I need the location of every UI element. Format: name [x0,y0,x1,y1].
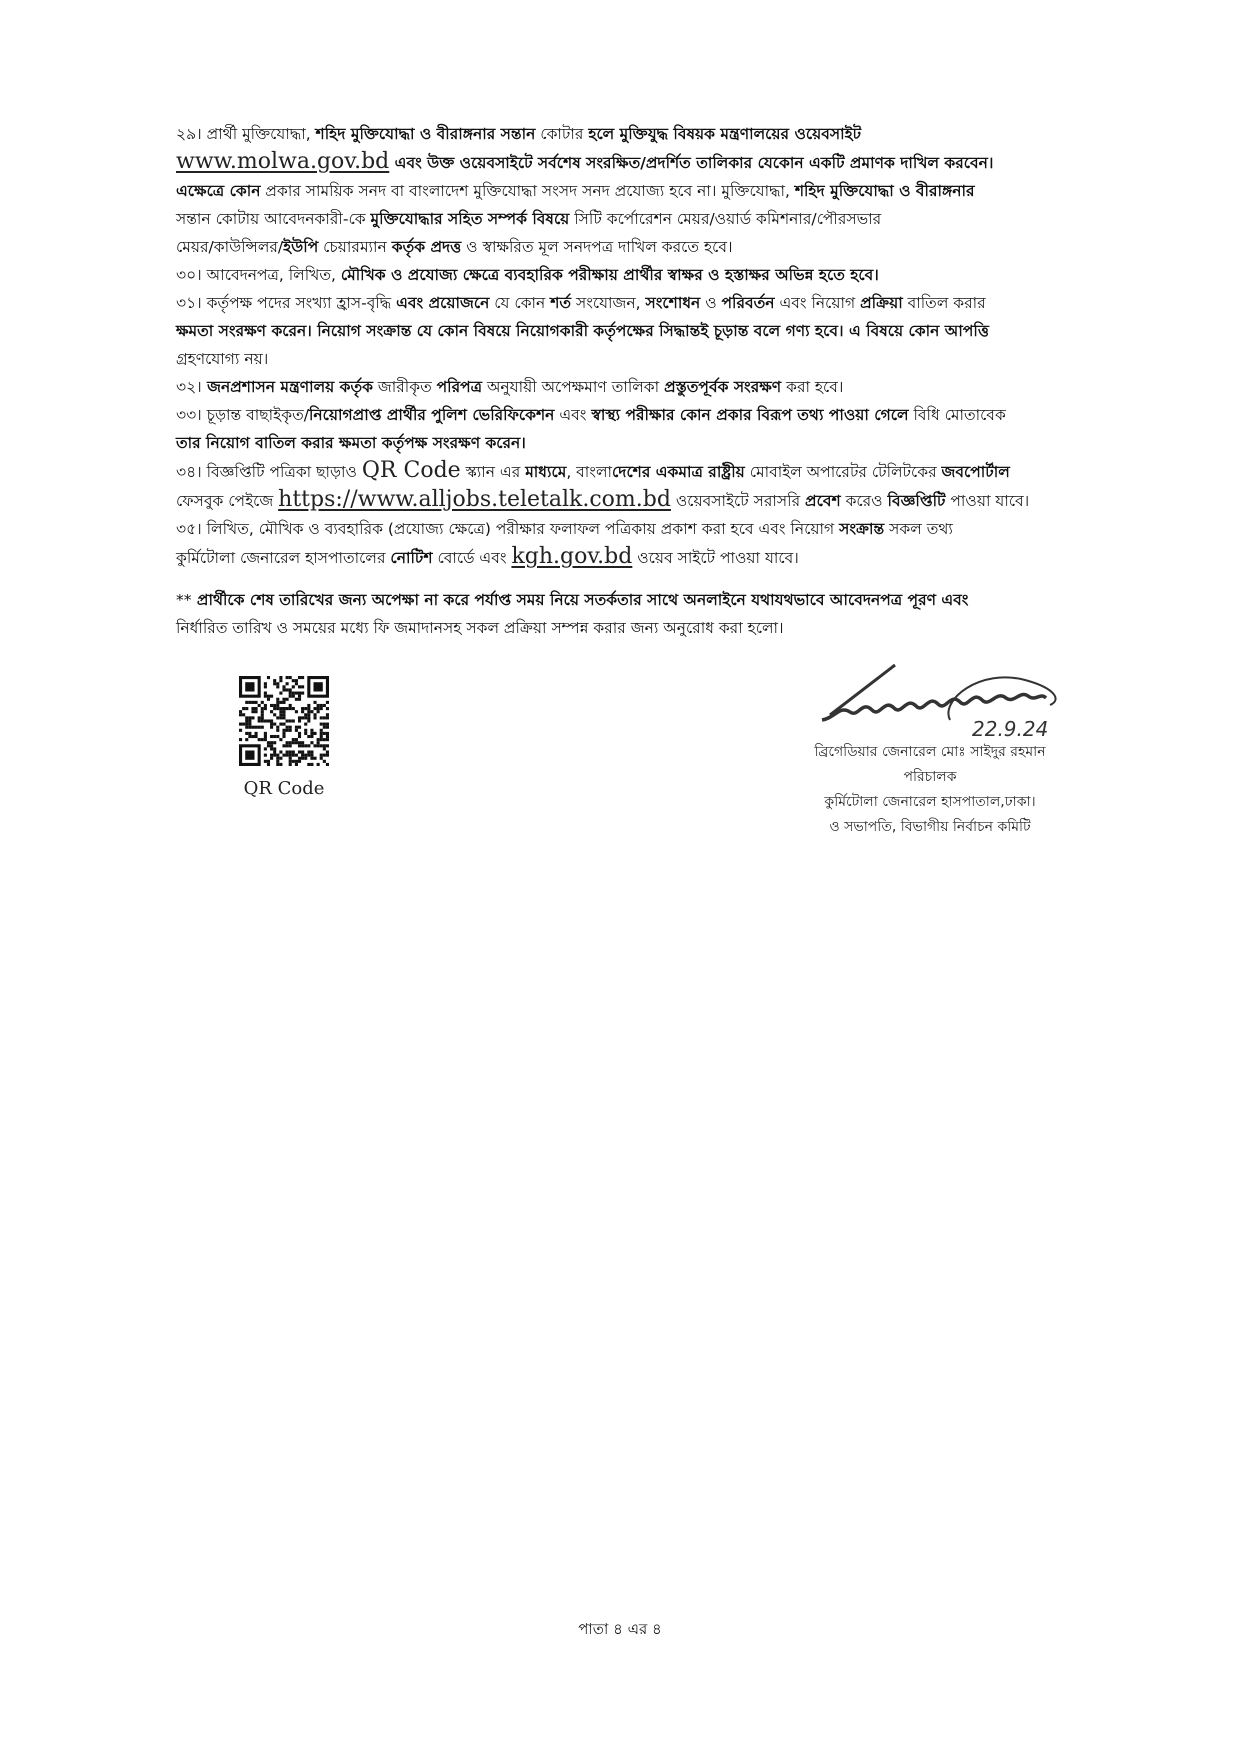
clause-text: এবং নিয়োগ [774,294,861,312]
clause-text: সিটি কর্পোরেশন মেয়র/ওয়ার্ড কমিশনার/পৌরসভার [569,210,882,228]
signatory-office: কুর্মিটোলা জেনারেল হাসপাতাল,ঢাকা। [824,794,1036,810]
clause-number: ৩৩। [176,406,202,424]
clause-text: প্রকার সাময়িক সনদ বা বাংলাদেশ মুক্তিযোদ্ধা সংসদ সনদ প্রযোজ্য হবে না। মুক্তিযোদ্ধা, [260,182,795,200]
bold-text: শহিদ মুক্তিযোদ্ধা ও বীরাঙ্গনার সন্তান [315,125,536,143]
qr-code-label: QR Code [243,778,325,799]
applicant-note [176,586,1096,642]
bold-text: প্রস্তুতপূর্বক সংরক্ষণ [664,378,782,396]
bold-text: মৌখিক ও প্রযোজ্য ক্ষেত্রে ব্যবহারিক পরীক্ষায় প্রার্থীর স্বাক্ষর ও হস্তাক্ষর অভিন্ন হতে হবে। [340,266,879,284]
clause-number: ৩৪। [176,463,202,481]
clause-text: , বাংলা [566,463,613,481]
signatory-designation: পরিচালক [903,769,957,785]
clause-text: জারীকৃত [372,378,437,396]
bold-text: ক্ষমতা সংরক্ষণ করেন। নিয়োগ সংক্রান্ত যে কোন বিষয়ে নিয়োগকারী কর্তৃপক্ষের সিদ্ধান্তই চূড়ান্ত বলে গণ্য হবে। এ বিষয়ে কোন আপত্তি [176,322,989,340]
bold-text: প্রবেশ [805,492,841,510]
signature-block [780,660,1080,840]
bold-text: শর্ত [550,294,572,312]
note-prefix: ** [176,591,192,609]
clause-text: এবং [554,406,592,424]
signature-date: 22.9.24 [972,717,1049,740]
clause-text: যে কোন [489,294,551,312]
bold-text: এবং উক্ত ওয়েবসাইটে সর্বশেষ সংরক্ষিত/প্রদর্শিত তালিকার যেকোন একটি প্রমাণক দাখিল করবেন। [389,154,994,172]
bold-text: মাধ্যমে [525,463,567,481]
bold-text: জনপ্রশাসন মন্ত্রণালয় কর্তৃক [201,378,373,396]
handwritten-signature [800,660,1070,740]
clause-number: ৩২। [176,378,202,396]
clause-text: গ্রহণযোগ্য নয়। [176,350,269,368]
bold-text: প্রক্রিয়া [860,294,903,312]
bold-text: পরিবর্তন [721,294,775,312]
website-link[interactable]: https://www.alljobs.teletalk.com.bd [278,487,671,512]
clause-text: ও স্বাক্ষরিত মূল সনদপত্র দাখিল করতে হবে। [461,238,733,256]
qr-code-text: QR Code [361,458,461,483]
bold-text: শহিদ মুক্তিযোদ্ধা ও বীরাঙ্গনার [794,182,975,200]
signatory-name: ব্রিগেডিয়ার জেনারেল মোঃ সাইদুর রহমান [814,744,1046,760]
bold-text: দেশের একমাত্র রাষ্ট্রীয় [612,463,745,481]
clause-number: ৩১। [176,294,202,312]
bold-text: এক্ষেত্রে কোন [176,182,261,200]
clause-31 [176,289,1096,373]
qr-code-image[interactable] [239,676,329,766]
clause-text: বোর্ডে এবং [432,549,512,567]
document-body [176,120,1096,642]
bold-text: কর্তৃক প্রদত্ত [391,238,462,256]
clause-text: সন্তান কোটায় আবেদনকারী-কে [176,210,371,228]
clause-text: পাওয়া যাবে। [945,492,1030,510]
clause-35 [176,515,1096,572]
bold-text: হলে মুক্তিযুদ্ধ বিষয়ক মন্ত্রণালয়ের ওয়েবসাইট [588,125,862,143]
bold-text: মুক্তিযোদ্ধার সহিত সম্পর্ক বিষয়ে [370,210,570,228]
clause-text: মোবাইল অপারেটর টেলিটকের [744,463,942,481]
clause-text: চেয়ারম্যান [318,238,392,256]
clause-text: কুর্মিটোলা জেনারেল হাসপাতালের [176,549,391,567]
bold-text: বিজ্ঞপ্তিটি [887,492,946,510]
clause-text: কোটার [535,125,589,143]
note-text: নির্ধারিত তারিখ ও সময়ের মধ্যে ফি জমাদানসহ সকল প্রক্রিয়া সম্পন্ন করার জন্য অনুরোধ করা হলো। [176,619,784,637]
page-number: পাতা ৪ এর ৪ [578,1620,662,1638]
clause-text: ওয়েব সাইটে পাওয়া যাবে। [632,549,799,567]
clause-text: প্রার্থী মুক্তিযোদ্ধা, [201,125,316,143]
note-bold-text: প্রার্থীকে শেষ তারিখের জন্য অপেক্ষা না করে পর্যাপ্ত সময় নিয়ে সতর্কতার সাথে অনলাইনে যথাযথভাবে আবেদনপত্র পূরণ এবং [191,591,969,609]
clause-34 [176,457,1096,515]
clause-text: ফেসবুক পেইজে [176,492,279,510]
clause-text: অনুযায়ী অপেক্ষমাণ তালিকা [482,378,665,396]
clause-text: মেয়র/কাউন্সিলর/ [176,238,284,256]
bold-text: তার নিয়োগ বাতিল করার ক্ষমতা কর্তৃপক্ষ সংরক্ষণ করেন। [176,434,526,452]
clause-number: ২৯। [176,125,202,143]
website-link[interactable]: kgh.gov.bd [511,544,633,569]
clause-text: সকল তথ্য [884,520,953,538]
bold-text: নোটিশ [390,549,433,567]
signatory-committee: ও সভাপতি, বিভাগীয় নির্বাচন কমিটি [829,819,1031,835]
clause-33 [176,401,1096,457]
bold-text: স্বাস্থ্য পরীক্ষার কোন প্রকার বিরূপ তথ্য পাওয়া গেলে [591,406,909,424]
clause-text: করেও [840,492,888,510]
clause-text: সংযোজন, [571,294,646,312]
clause-30 [176,261,1096,289]
clause-29 [176,120,1096,261]
clause-32 [176,373,1096,401]
clause-text: বিজ্ঞপ্তিটি পত্রিকা ছাড়াও [201,463,362,481]
bold-text: এবং প্রয়োজনে [396,294,490,312]
bold-text: পরিপত্র [436,378,483,396]
bold-text: ইউপি [283,238,319,256]
bold-text: সংশোধন [645,294,701,312]
clause-text: কর্তৃপক্ষ পদের সংখ্যা হ্রাস-বৃদ্ধি [201,294,397,312]
clause-text: বিধি মোতাবেক [908,406,1006,424]
clause-text: বাতিল করার [902,294,986,312]
clause-text: আবেদনপত্র, লিখিত, [201,266,341,284]
clause-text: লিখিত, মৌখিক ও ব্যবহারিক (প্রযোজ্য ক্ষেত্রে) পরীক্ষার ফলাফল পত্রিকায় প্রকাশ করা হবে এবং নিয়োগ [201,520,840,538]
qr-code-block [234,676,334,799]
clause-number: ৩৫। [176,520,202,538]
bold-text: সংক্রান্ত [839,520,885,538]
clause-number: ৩০। [176,266,202,284]
clause-text: ওয়েবসাইটে সরাসরি [670,492,806,510]
website-link[interactable]: www.molwa.gov.bd [176,149,390,174]
clause-text: স্ক্যান এর [460,463,526,481]
bold-text: নিয়োগপ্রাপ্ত প্রার্থীর পুলিশ ভেরিফিকেশন [308,406,555,424]
clause-text: চূড়ান্ত বাছাইকৃত/ [201,406,309,424]
bold-text: জবপোর্টাল [941,463,1010,481]
clause-text: ও [700,294,722,312]
clause-text: করা হবে। [781,378,844,396]
